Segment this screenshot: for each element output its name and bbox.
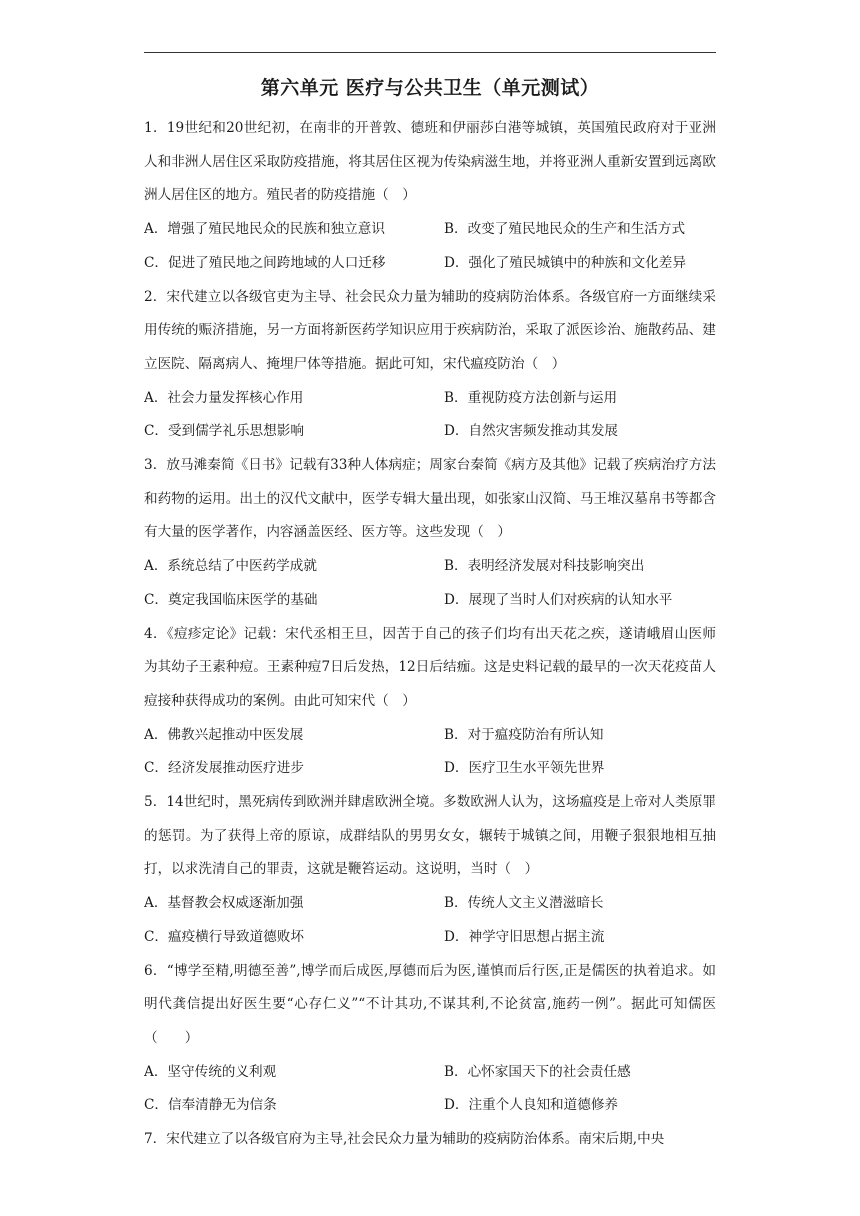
option-c[interactable]: C．受到儒学礼乐思想影响: [144, 423, 304, 440]
option-grid: [144, 1056, 716, 1123]
option-a[interactable]: A．坚守传统的义利观: [144, 1063, 277, 1080]
option-c[interactable]: C．经济发展推动医疗进步: [144, 760, 304, 777]
option-d[interactable]: D．展现了当时人们对疾病的认知水平: [444, 591, 673, 608]
question-stem: 5．14世纪时，黑死病传到欧洲并肆虐欧洲全境。多数欧洲人认为，这场瘟疫是上帝对人类原罪的惩罚。为了获得上帝的原谅，成群结队的男男女女，辗转于城镇之间，用鞭子狠狠地相互抽打，以求洗清自己的罪责，这就是鞭笞运动。这说明，当时（ ）: [144, 794, 716, 878]
option-a[interactable]: A．佛教兴起推动中医发展: [144, 726, 304, 743]
option-grid: [144, 382, 716, 449]
option-c[interactable]: C．信奉清静无为信条: [144, 1097, 277, 1114]
option-d[interactable]: D．强化了殖民城镇中的种族和文化差异: [444, 254, 686, 271]
question-4: [144, 618, 716, 787]
option-a[interactable]: A．社会力量发挥核心作用: [144, 389, 304, 406]
option-d[interactable]: D．神学守旧思想占据主流: [444, 928, 605, 945]
option-b[interactable]: B．表明经济发展对科技影响突出: [444, 558, 645, 575]
option-a[interactable]: A．系统总结了中医药学成就: [144, 558, 317, 575]
question-1: [144, 112, 716, 281]
question-3: [144, 449, 716, 618]
question-stem: 2．宋代建立以各级官吏为主导、社会民众力量为辅助的疫病防治体系。各级官府一方面继续采用传统的赈济措施，另一方面将新医药学知识应用于疾病防治，采取了派医诊治、施散药品、建立医院、隔离病人、掩埋尸体等措施。据此可知，宋代瘟疫防治（ ）: [144, 288, 716, 372]
question-list: [144, 112, 716, 1157]
question-stem: 3．放马滩秦简《日书》记载有33种人体病症；周家台秦简《病方及其他》记载了疾病治疗方法和药物的运用。出土的汉代文献中，医学专辑大量出现，如张家山汉简、马王堆汉墓帛书等都含有大量的医学著作，内容涵盖医经、医方等。这些发现（ ）: [144, 457, 716, 541]
option-grid: [144, 719, 716, 786]
option-b[interactable]: B．传统人文主义潜滋暗长: [444, 895, 604, 912]
option-grid: [144, 213, 716, 280]
option-d[interactable]: D．注重个人良知和道德修养: [444, 1097, 619, 1114]
question-7-partial-stem: 7．宋代建立了以各级官府为主导,社会民众力量为辅助的疫病防治体系。南宋后期,中央: [144, 1131, 665, 1148]
question-2: [144, 281, 716, 450]
header-rule: [144, 52, 716, 53]
question-5: [144, 786, 716, 955]
option-b[interactable]: B．对于瘟疫防治有所认知: [444, 726, 604, 743]
option-grid: [144, 887, 716, 954]
option-b[interactable]: B．重视防疫方法创新与运用: [444, 389, 618, 406]
page-title: 第六单元 医疗与公共卫生（单元测试）: [260, 77, 600, 99]
option-b[interactable]: B．改变了殖民地民众的生产和生活方式: [444, 221, 686, 238]
question-6: [144, 955, 716, 1124]
question-stem: 1．19世纪和20世纪初，在南非的开普敦、德班和伊丽莎白港等城镇，英国殖民政府对于亚洲人和非洲人居住区采取防疫措施，将其居住区视为传染病滋生地，并将亚洲人重新安置到远离欧洲人居住区的地方。殖民者的防疫措施（ ）: [144, 120, 716, 204]
option-b[interactable]: B．心怀家国天下的社会责任感: [444, 1063, 631, 1080]
option-a[interactable]: A．基督教会权威逐渐加强: [144, 895, 304, 912]
option-d[interactable]: D．自然灾害频发推动其发展: [444, 423, 619, 440]
question-stem: 4．《痘疹定论》记载：宋代丞相王旦，因苦于自己的孩子们均有出天花之疾，遂请峨眉山医师为其幼子王素种痘。王素种痘7日后发热，12日后结痂。这是史料记载的最早的一次天花疫苗人痘接种获得成功的案例。由此可知宋代（ ）: [144, 625, 716, 709]
option-c[interactable]: C．奠定我国临床医学的基础: [144, 591, 318, 608]
option-grid: [144, 550, 716, 617]
question-stem: 6．“博学至精,明德至善”,博学而后成医,厚德而后为医,谨慎而后行医,正是儒医的执着追求。如明代龚信提出好医生要“心存仁义”“不计其功,不谋其利,不论贫富,施药一例”。据此可知儒医（ ）: [144, 962, 716, 1046]
option-c[interactable]: C．促进了殖民地之间跨地域的人口迁移: [144, 254, 386, 271]
option-d[interactable]: D．医疗卫生水平领先世界: [444, 760, 605, 777]
option-a[interactable]: A．增强了殖民地民众的民族和独立意识: [144, 221, 385, 238]
option-c[interactable]: C．瘟疫横行导致道德败坏: [144, 928, 304, 945]
